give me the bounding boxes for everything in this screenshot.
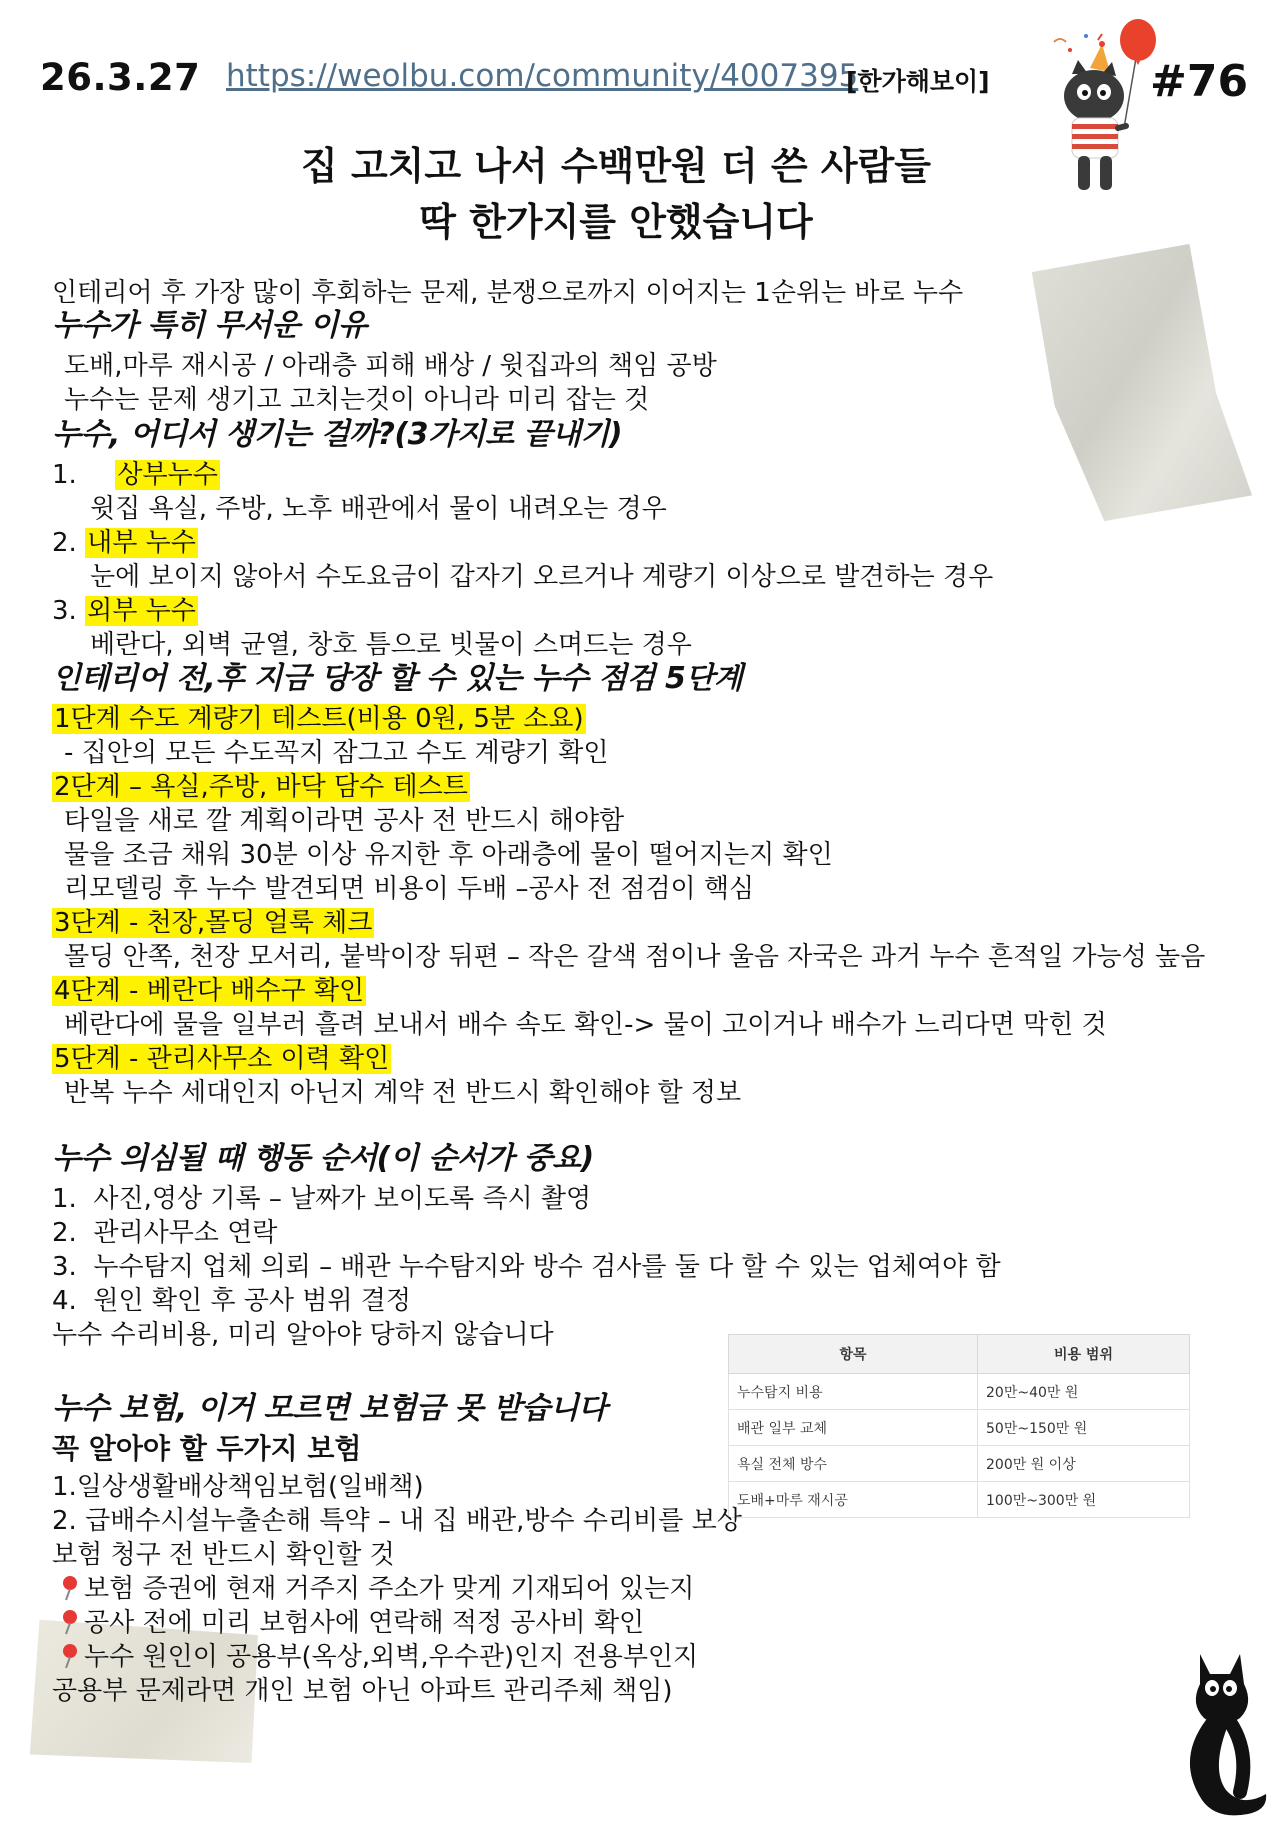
action-text: 사진,영상 기록 – 날짜가 보이도록 즉시 촬영: [93, 1184, 592, 1214]
action-item-4: [52, 1284, 411, 1318]
pushpin-icon: [60, 1575, 80, 1601]
insurance-subheading: 꼭 알아야 할 두가지 보험: [52, 1432, 362, 1465]
insurance-check-heading: 보험 청구 전 반드시 확인할 것: [52, 1540, 395, 1570]
step-1-desc: - 집안의 모든 수도꼭지 잠그고 수도 계량기 확인: [64, 738, 609, 768]
author-tag: [한가해보이]: [846, 67, 990, 96]
black-cat-illustration: [1170, 1640, 1270, 1830]
action-item-2: [52, 1216, 277, 1250]
step-label: 1단계 수도 계량기 테스트(비용 0원, 5분 소요): [54, 704, 584, 734]
step-4-label: [52, 974, 366, 1008]
table-cell-cost: 200만 원 이상: [978, 1446, 1190, 1482]
where-item-desc: 베란다, 외벽 균열, 창호 틈으로 빗물이 스며드는 경우: [90, 630, 692, 660]
table-header-item: 항목: [729, 1335, 978, 1374]
where-item-label: 상부누수: [117, 460, 218, 490]
item-number: 1.: [52, 460, 77, 490]
step-label: 3단계 - 천장,몰딩 얼룩 체크: [54, 908, 373, 938]
where-item-desc: 눈에 보이지 않아서 수도요금이 갑자기 오르거나 계량기 이상으로 발견하는 경우: [90, 562, 994, 592]
insurance-check-1: [60, 1572, 694, 1606]
insurance-check-3: [60, 1640, 698, 1674]
page-title: 집 고치고 나서 수백만원 더 쓴 사람들: [301, 144, 931, 188]
masking-tape-decoration: [1022, 233, 1252, 536]
insurance-item-1: 1.일상생활배상책임보험(일배책): [52, 1472, 424, 1502]
where-item-2: [52, 526, 198, 560]
where-item-1: [52, 458, 220, 492]
action-text: 원인 확인 후 공사 범위 결정: [93, 1286, 411, 1316]
step-label: 5단계 - 관리사무소 이력 확인: [54, 1044, 390, 1074]
table-header-cost: 비용 범위: [978, 1335, 1190, 1374]
action-item-1: [52, 1182, 591, 1216]
why-line-1: 도배,마루 재시공 / 아래층 피해 배상 / 윗집과의 책임 공방: [64, 351, 717, 381]
table-header-row: [729, 1335, 1190, 1374]
pushpin-icon: [60, 1643, 80, 1669]
table-cell-cost: 100만~300만 원: [978, 1482, 1190, 1518]
date: 26.3.27: [40, 56, 201, 99]
action-text: 누수탐지 업체 의뢰 – 배관 누수탐지와 방수 검사를 둘 다 할 수 있는 업체여야 함: [93, 1252, 1001, 1282]
check-text: 누수 원인이 공용부(옥상,외벽,우수관)인지 전용부인지: [84, 1642, 699, 1672]
intro-text: 인테리어 후 가장 많이 후회하는 문제, 분쟁으로까지 이어지는 1순위는 바로 누수: [52, 278, 964, 308]
step-3-label: [52, 906, 374, 940]
step-2-label: [52, 770, 470, 804]
why-line-2: 누수는 문제 생기고 고치는것이 아니라 미리 잡는 것: [64, 385, 650, 415]
item-number: 1.: [52, 1184, 77, 1214]
step-4-desc: 베란다에 물을 일부러 흘려 보내서 배수 속도 확인-> 물이 고이거나 배수가 느리다면 막힌 것: [64, 1010, 1107, 1040]
step-2-desc-3: 리모델링 후 누수 발견되면 비용이 두배 –공사 전 점검이 핵심: [64, 874, 755, 904]
step-2-desc-2: 물을 조금 채워 30분 이상 유지한 후 아래층에 물이 떨어지는지 확인: [64, 840, 833, 870]
table-row: [729, 1410, 1190, 1446]
table-row: [729, 1482, 1190, 1518]
insurance-heading: 누수 보험, 이거 모르면 보험금 못 받습니다: [52, 1391, 607, 1426]
table-row: [729, 1446, 1190, 1482]
check-text: 공사 전에 미리 보험사에 연락해 적정 공사비 확인: [84, 1608, 645, 1638]
item-number: 3.: [52, 596, 77, 626]
where-item-label: 외부 누수: [87, 596, 196, 626]
insurance-check-2: [60, 1606, 644, 1640]
step-label: 4단계 - 베란다 배수구 확인: [54, 976, 365, 1006]
item-number: 3.: [52, 1252, 77, 1282]
item-number: 4.: [52, 1286, 77, 1316]
item-number: 2.: [52, 1218, 77, 1248]
issue-number: #76: [1150, 56, 1249, 107]
table-cell-item: 배관 일부 교체: [729, 1410, 978, 1446]
table-cell-cost: 20만~40만 원: [978, 1374, 1190, 1410]
table-cell-item: 누수탐지 비용: [729, 1374, 978, 1410]
item-number: 2.: [52, 528, 77, 558]
action-text: 관리사무소 연락: [93, 1218, 278, 1248]
actions-heading: 누수 의심될 때 행동 순서(이 순서가 중요): [52, 1141, 594, 1176]
cost-table: [728, 1334, 1190, 1518]
where-item-3: [52, 594, 198, 628]
table-cell-item: 도배+마루 재시공: [729, 1482, 978, 1518]
step-1-label: [52, 702, 586, 736]
check-text: 보험 증권에 현재 거주지 주소가 맞게 기재되어 있는지: [84, 1574, 695, 1604]
why-heading: 누수가 특히 무서운 이유: [52, 308, 367, 343]
table-row: [729, 1374, 1190, 1410]
table-cell-item: 욕실 전체 방수: [729, 1446, 978, 1482]
steps-heading: 인테리어 전,후 지금 당장 할 수 있는 누수 점검 5단계: [52, 661, 743, 696]
where-item-desc: 윗집 욕실, 주방, 노후 배관에서 물이 내려오는 경우: [90, 494, 667, 524]
cost-note: 누수 수리비용, 미리 알아야 당하지 않습니다: [52, 1320, 554, 1350]
source-link[interactable]: https://weolbu.com/community/4007395: [226, 58, 859, 94]
step-3-desc: 몰딩 안쪽, 천장 모서리, 붙박이장 뒤편 – 작은 갈색 점이나 울음 자국은 과거 누수 흔적일 가능성 높음: [64, 942, 1206, 972]
step-5-label: [52, 1042, 391, 1076]
step-5-desc: 반복 누수 세대인지 아닌지 계약 전 반드시 확인해야 할 정보: [64, 1078, 742, 1108]
action-item-3: [52, 1250, 1001, 1284]
insurance-closing: 공용부 문제라면 개인 보험 아닌 아파트 관리주체 책임): [52, 1676, 673, 1706]
pushpin-icon: [60, 1609, 80, 1635]
step-2-desc-1: 타일을 새로 깔 계획이라면 공사 전 반드시 해야함: [64, 806, 625, 836]
where-heading: 누수, 어디서 생기는 걸까?(3가지로 끝내기): [52, 417, 623, 452]
step-label: 2단계 – 욕실,주방, 바닥 담수 테스트: [54, 772, 468, 802]
page-subtitle: 딱 한가지를 안했습니다: [419, 200, 813, 244]
insurance-item-2: 2. 급배수시설누출손해 특약 – 내 집 배관,방수 수리비를 보상: [52, 1506, 742, 1536]
table-cell-cost: 50만~150만 원: [978, 1410, 1190, 1446]
where-item-label: 내부 누수: [87, 528, 196, 558]
